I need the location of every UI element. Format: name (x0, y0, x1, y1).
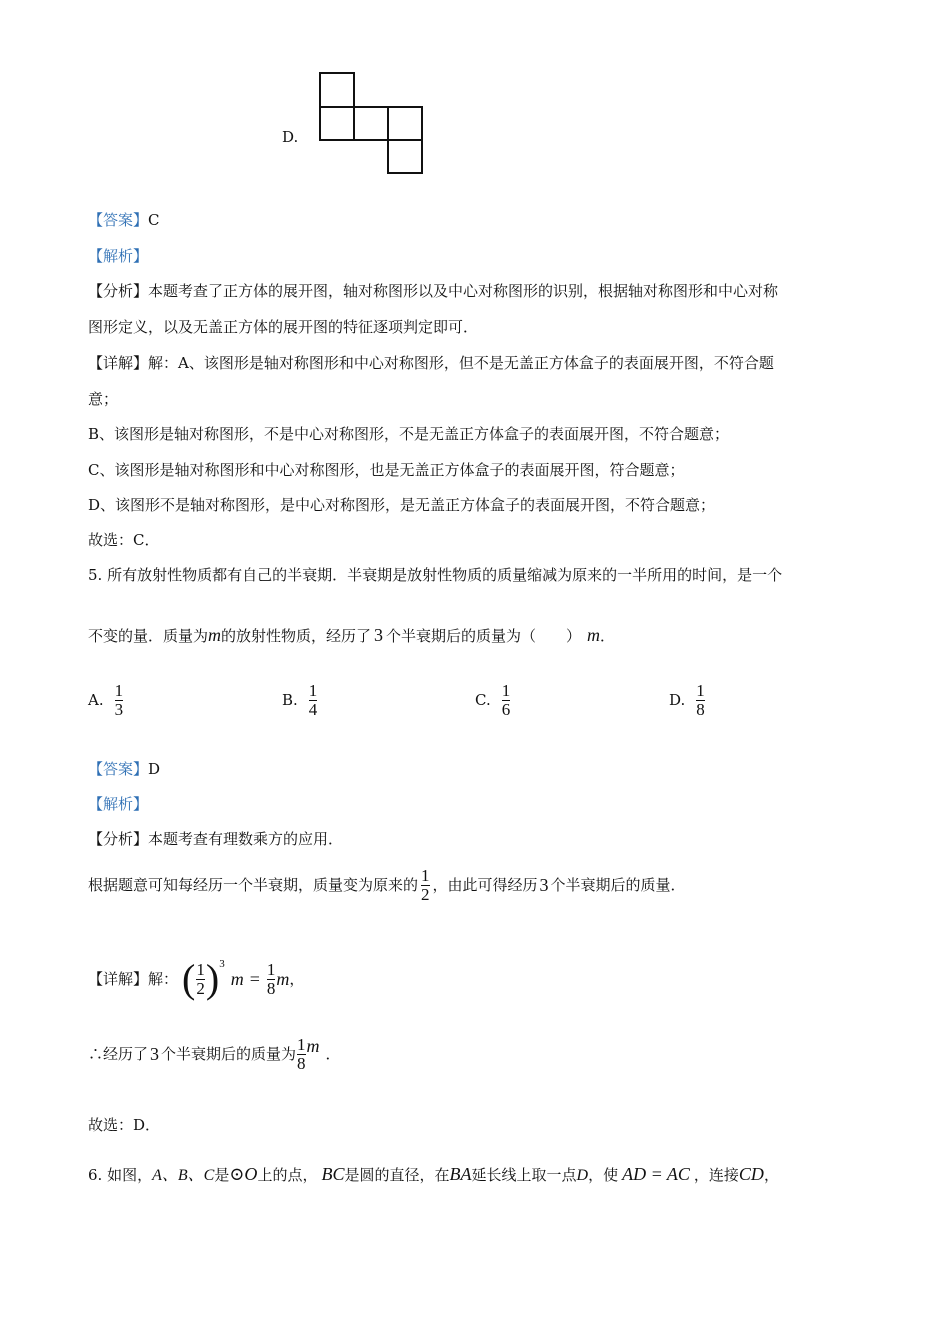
option-fraction (502, 682, 511, 719)
circle-o: ⊙O (229, 1164, 258, 1184)
option-d[interactable] (669, 676, 708, 724)
therefore-text: ∴经历了 (88, 1045, 149, 1063)
detail-tag: 【详解】 (88, 970, 149, 988)
var-m: m (587, 625, 601, 645)
detail-text: 解： (148, 970, 179, 988)
q5-detail-line (88, 950, 304, 1008)
stem-text: ，使 (588, 1166, 619, 1184)
equals-sign: = (249, 969, 260, 989)
half-fraction (196, 961, 205, 998)
denominator: 2 (421, 884, 430, 904)
period: ． (325, 1045, 341, 1063)
net-square (320, 73, 354, 107)
answer-tag: 【答案】 (88, 760, 149, 778)
option-label: D. (669, 691, 686, 709)
fenxi-tag: 【分析】 (88, 282, 149, 300)
stem-text: 不变的量．质量为 (88, 627, 209, 645)
numerator: 1 (501, 680, 511, 700)
right-paren: ) (205, 956, 220, 1001)
stem-text: 的放射性物质，经历了 (221, 627, 372, 645)
q5-answer-line (88, 759, 160, 779)
var-m: m (276, 969, 290, 989)
stem-text: 上的点， (257, 1166, 318, 1184)
option-fraction (115, 682, 124, 719)
net-square (354, 107, 388, 140)
numerator: 1 (297, 1034, 306, 1054)
num-three: 3 (150, 1044, 160, 1064)
q4-detail-line2: 意； (88, 390, 119, 408)
q4-fenxi-line2: 图形定义，以及无盖正方体的展开图的特征逐项判定即可． (88, 318, 479, 336)
option-b[interactable] (282, 676, 320, 724)
denominator: 8 (696, 699, 705, 719)
reason-text: 个半衰期后的质量． (550, 876, 686, 894)
q5-therefore-line (88, 1030, 341, 1078)
cube-net-figure (318, 70, 426, 176)
numerator: 1 (114, 680, 124, 700)
left-paren: ( (182, 956, 196, 1001)
q4-choose: 故选：C． (88, 531, 160, 549)
stem-text: 是圆的直径，在 (344, 1166, 450, 1184)
answer-value: D (148, 760, 161, 778)
option-fraction (696, 682, 705, 719)
num-three: 3 (374, 625, 384, 645)
detail-tag: 【详解】 (88, 354, 149, 372)
comma: ， (289, 970, 305, 988)
reason-text: ，由此可得经历 (432, 876, 538, 894)
num-three: 3 (539, 875, 549, 895)
denominator: 3 (114, 699, 124, 719)
stem-text: ，连接 (693, 1166, 739, 1184)
q4-line-d: D、该图形不是轴对称图形，是中心对称图形，是无盖正方体盒子的表面展开图，不符合题意； (88, 496, 716, 514)
option-c[interactable] (475, 676, 513, 724)
q5-stem-line2 (88, 625, 615, 646)
fenxi-tag: 【分析】 (88, 830, 149, 848)
stem-period: ． (600, 627, 616, 645)
result-fraction (297, 1036, 306, 1073)
q4-detail-line1 (88, 353, 774, 373)
half-fraction (421, 867, 430, 904)
denominator: 6 (501, 699, 511, 719)
numerator: 1 (308, 680, 318, 700)
q6-stem-line1 (88, 1164, 779, 1186)
var-m: m (208, 625, 222, 645)
q4-line-c: C、该图形是轴对称图形和中心对称图形，也是无盖正方体盒子的表面展开图，符合题意； (88, 461, 685, 479)
var-m: m (306, 1036, 320, 1056)
stem-text: ， (763, 1166, 779, 1184)
analysis-tag: 【解析】 (88, 795, 149, 813)
segment-bc: BC (321, 1164, 345, 1184)
points-abc: A、B、C (152, 1167, 215, 1184)
numerator: 1 (196, 959, 205, 979)
segment-cd: CD (738, 1164, 764, 1184)
analysis-tag: 【解析】 (88, 247, 149, 265)
equation-ad-ac: AD = AC (622, 1164, 690, 1184)
fenxi-text: 本题考查有理数乘方的应用． (148, 830, 344, 848)
point-d: D (576, 1167, 589, 1184)
q5-reason-line (88, 862, 686, 908)
option-fraction (309, 682, 318, 719)
denominator: 8 (297, 1053, 306, 1073)
stem-text: 是 (214, 1166, 230, 1184)
denominator: 4 (308, 699, 318, 719)
denominator: 2 (196, 978, 205, 998)
exponent: 3 (219, 958, 225, 970)
numerator: 1 (696, 680, 705, 700)
net-square (388, 140, 422, 173)
numerator: 1 (266, 959, 276, 979)
net-square (320, 107, 354, 140)
option-label: C. (475, 691, 491, 709)
detail-text: 解：A、该图形是轴对称图形和中心对称图形，但不是无盖正方体盒子的表面展开图，不符合题 (148, 354, 774, 372)
stem-text: 延长线上取一点 (471, 1166, 577, 1184)
stem-text: 个半衰期后的质量为（ ） (386, 627, 582, 645)
q5-stem-line1: 5. 所有放射性物质都有自己的半衰期．半衰期是放射性物质的质量缩减为原来的一半所用的时间，是一个 (88, 566, 783, 584)
q4-fenxi-line1 (88, 281, 778, 301)
result-fraction (267, 961, 276, 998)
net-square (388, 107, 422, 140)
option-label: B. (282, 691, 298, 709)
var-m: m (230, 969, 244, 989)
q4-option-d-label: D. (282, 128, 299, 146)
numerator: 1 (421, 865, 430, 885)
answer-tag: 【答案】 (88, 211, 149, 229)
therefore-text: 个半衰期后的质量为 (161, 1045, 297, 1063)
q4-line-b: B、该图形是轴对称图形，不是中心对称图形，不是无盖正方体盒子的表面展开图，不符合题意； (88, 425, 730, 443)
option-label: A. (88, 691, 104, 709)
stem-text: 6. 如图， (88, 1166, 153, 1184)
option-a[interactable] (88, 676, 126, 724)
answer-value: C (148, 211, 160, 229)
reason-text: 根据题意可知每经历一个半衰期，质量变为原来的 (88, 876, 419, 894)
q4-answer-line (88, 210, 160, 230)
segment-ba: BA (449, 1164, 472, 1184)
denominator: 8 (266, 978, 276, 998)
q5-choose: 故选：D． (88, 1116, 161, 1134)
fenxi-text: 本题考查了正方体的展开图，轴对称图形以及中心对称图形的识别，根据轴对称图形和中心对称 (148, 282, 779, 300)
q5-fenxi-line (88, 829, 343, 849)
